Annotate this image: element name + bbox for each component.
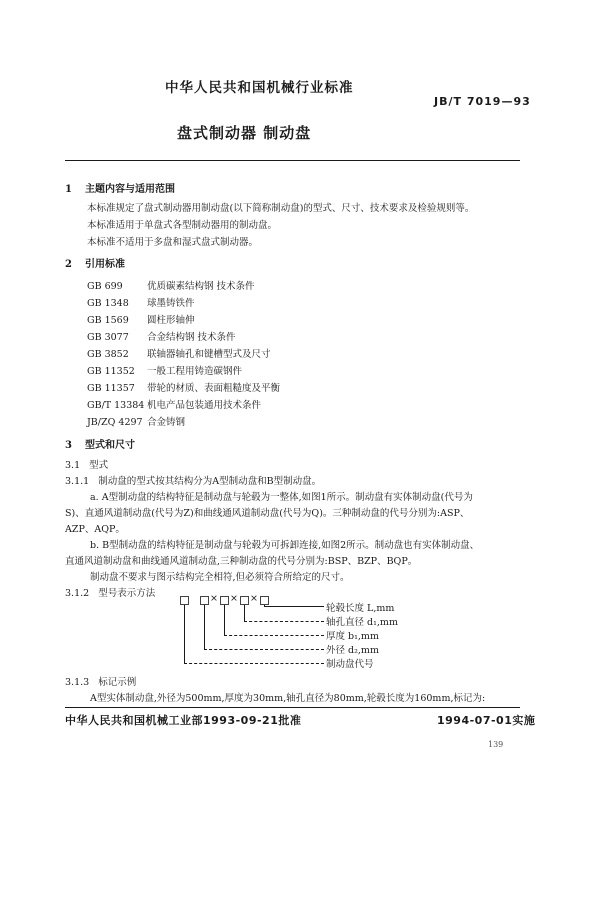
thickness-box [220,596,229,605]
reference-item [87,363,242,377]
subsection-number: 3.1.3 [65,677,90,688]
reference-name: 合金铸钢 [147,417,186,428]
reference-code: GB 699 [87,281,123,292]
reference-name: 一般工程用铸造碳钢件 [147,366,243,377]
bore-diameter-label: 轴孔直径 d₁,mm [326,617,398,628]
reference-item [87,414,185,428]
reference-name: 机电产品包装通用技术条件 [147,400,262,411]
disc-code-label: 制动盘代号 [326,659,374,670]
subsection-number: 3.1.2 [65,588,90,599]
reference-name: 圆柱形轴伸 [147,315,195,326]
subsection-3-1-2 [65,585,155,599]
section-title: 型式和尺寸 [85,440,135,451]
paragraph-a-line: S)、直通风道制动盘(代号为Z)和曲线通风道制动盘(代号为Q)。三种制动盘的代号分别为:ASP、 [65,508,470,519]
section-3-heading [65,436,135,451]
footer-rule [65,707,520,708]
reference-code: GB 11357 [87,383,135,394]
section-number: 1 [65,184,72,195]
reference-item [87,346,271,360]
subsection-3-1-3 [65,674,136,688]
paragraph-a-line: AZP、AQP。 [65,524,125,535]
times-sign: × [230,593,238,604]
reference-item [87,397,261,411]
hub-length-label: 轮毂长度 L,mm [326,603,395,614]
paragraph: 本标准适用于单盘式各型制动器用的制动盘。 [87,220,278,231]
header-rule [65,160,520,161]
marking-example-text: A型实体制动盘,外径为500mm,厚度为30mm,轴孔直径为80mm,轮毂长度为160mm,标记为: [90,693,486,704]
outer-diameter-label: 外径 d₂,mm [326,645,379,656]
hub-length-box [260,596,269,605]
subsection-title: 标记示例 [98,677,137,688]
subsection-number: 3.1 [65,460,81,471]
note-text: 制动盘不要求与图示结构完全相符,但必须符合所给定的尺寸。 [90,572,350,583]
paragraph: 本标准规定了盘式制动器用制动盘(以下简称制动盘)的型式、尺寸、技术要求及检验规则等。 [87,203,475,214]
reference-name: 带轮的材质、表面粗糙度及平衡 [147,383,281,394]
standard-code: JB/T 7019—93 [434,95,531,108]
paragraph-b-line: 直通风道制动盘和曲线通风道制动盘,三种制动盘的代号分别为:BSP、BZP、BQP。 [65,556,418,567]
reference-name: 球墨铸铁件 [147,298,195,309]
section-1-heading [65,180,175,195]
standard-title: 中华人民共和国机械行业标准 [165,80,354,96]
subsection-3-1 [65,457,108,471]
thickness-label: 厚度 b₁,mm [326,631,379,642]
effective-date-text: 1994-07-01实施 [437,714,536,727]
section-2-heading [65,255,125,270]
section-title: 引用标准 [85,259,125,270]
subsection-3-1-1 [65,473,321,487]
paragraph-a-line: a. A型制动盘的结构特征是制动盘与轮毂为一整体,如图1所示。制动盘有实体制动盘(代号为 [90,492,473,503]
bore-box [240,596,249,605]
reference-code: GB 1348 [87,298,129,309]
reference-code: GB 11352 [87,366,135,377]
paragraph: 本标准不适用于多盘和湿式盘式制动器。 [87,237,259,248]
approval-text: 中华人民共和国机械工业部1993-09-21批准 [65,714,302,727]
subsection-title: 型号表示方法 [98,588,156,599]
page-number: 139 [488,740,504,749]
reference-item [87,278,255,292]
section-title: 主题内容与适用范围 [85,184,175,195]
reference-code: GB 1569 [87,315,129,326]
document-title: 盘式制动器 制动盘 [177,124,312,142]
paragraph-b-line: b. B型制动盘的结构特征是制动盘与轮毂为可拆卸连接,如图2所示。制动盘也有实体制动盘、 [90,540,480,551]
reference-item [87,295,195,309]
reference-name: 合金结构钢 技术条件 [147,332,236,343]
reference-code: JB/ZQ 4297 [87,417,143,428]
times-sign: × [210,593,218,604]
reference-code: GB 3077 [87,332,129,343]
reference-item [87,312,195,326]
reference-name: 优质碳素结构钢 技术条件 [147,281,255,292]
code-box [180,596,189,605]
reference-name: 联轴器轴孔和键槽型式及尺寸 [147,349,271,360]
subsection-number: 3.1.1 [65,476,90,487]
reference-item [87,329,236,343]
subsection-title: 型式 [89,460,109,471]
section-number: 3 [65,440,72,451]
reference-code: GB/T 13384 [87,400,145,411]
diameter-box [200,596,209,605]
reference-item [87,380,280,394]
times-sign: × [250,593,258,604]
reference-code: GB 3852 [87,349,129,360]
subsection-text: 制动盘的型式按其结构分为A型制动盘和B型制动盘。 [98,476,322,487]
section-number: 2 [65,259,72,270]
